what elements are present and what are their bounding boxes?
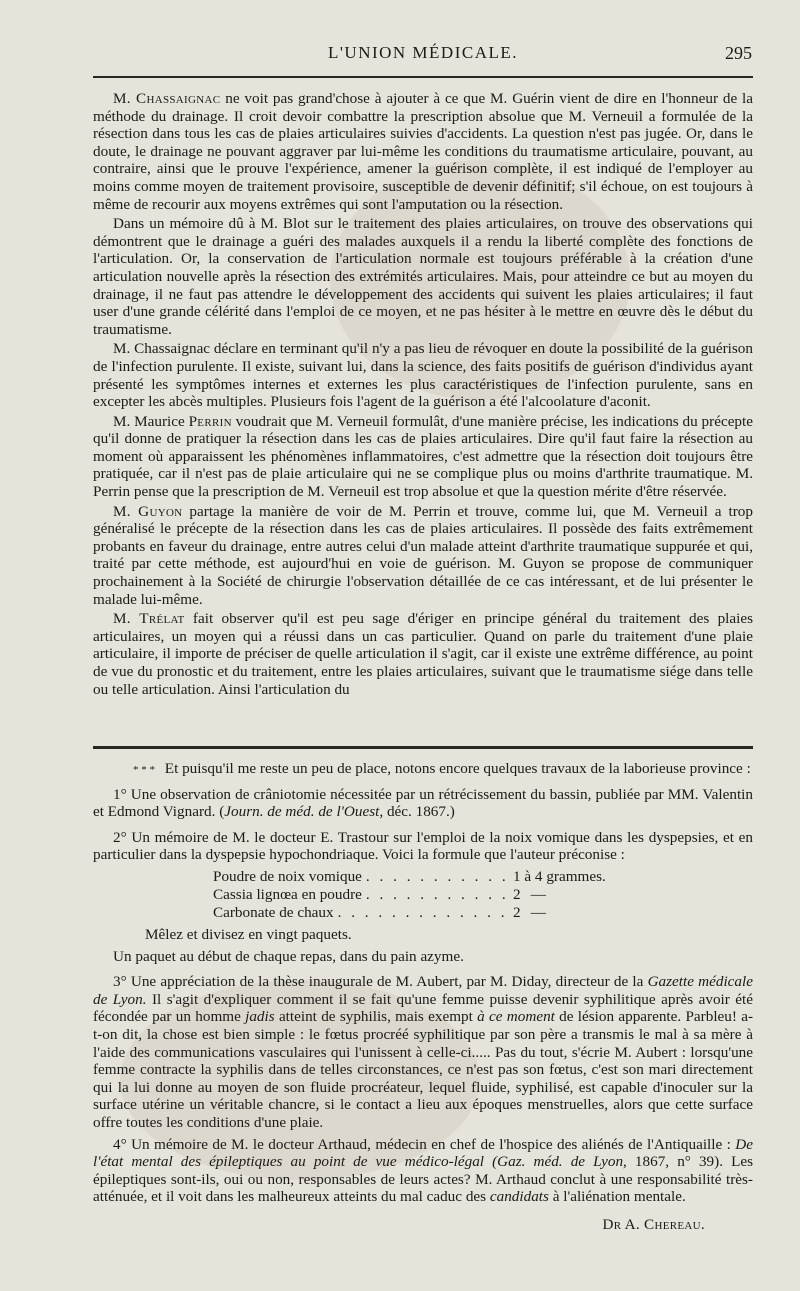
header-rule xyxy=(93,76,753,78)
ingredient-name: Cassia lignœa en poudre xyxy=(213,885,362,903)
author-signature: Dr A. Chereau. xyxy=(602,1215,705,1233)
chronicle-item-4: 4° Un mémoire de M. le docteur Arthaud, médecin en chef de l'hospice des aliénés de l'Antiquaille : De l'état mental des épileptiques au point de vue médico-légal (Gaz. méd. de Lyon, 1867, n° 39). Les épileptiques sont-ils, oui ou non, responsables de leurs actes? M. Arthaud conclut à une responsabilité très-atténuée, et il voit dans les malheureux atteints du mal caduc des candidats à l'aliénation mentale. xyxy=(93,1135,754,1206)
leader-dots xyxy=(338,904,509,922)
running-title: L'UNION MÉDICALE. xyxy=(327,43,519,62)
chronicle-item-3: 3° Une appréciation de la thèse inaugurale de M. Aubert, par M. Diday, directeur de la Gazette médicale de Lyon. Il s'agit d'expliquer comment il se fait qu'une femme puisse devenir syphilitique après avoir été fécondée par un homme jadis atteint de syphilis, mais exempt à ce moment de lésion apparente. Parbleu! a-t-on dit, la chose est bien simple : le fœtus procréé syphilitique par son père a transmis le mal à sa mère à l'aide des communications vasculaires qui l'unissent à celle-ci..... Pas du tout, s'écrie M. Aubert : lorsqu'une femme contracte la syphilis dans de telles circonstances, ce n'est pas son fœtus, c'est son mari directement qui la lui donne au moyen de son fluide procréateur, lequel fluide, syphilisé, est capable d'inoculer sur la surface utérine un véritable chancre, si le contact a lieu aux époques menstruelles, alors que cette surface offre toutes les conditions d'une plaie. xyxy=(93,973,754,1131)
paragraph-trelat: M. Trélat fait observer qu'il est peu sage d'ériger en principe général du traitement des plaies articulaires, un moyen qui a réussi dans un cas particulier. Quand on parle du traitement d'une plaie articulaire, il importe de préciser de quelle articulation il s'agit, car il existe une extrême différence, au point de vue du pronostic et du traitement, entre les plaies articulaires, suivant que le traumatisme siége dans telle ou telle articulation. Ainsi l'articulation du xyxy=(93,610,753,698)
ingredient-quantity: 2 — xyxy=(513,903,546,921)
chronicle-item-1: 1° Une observation de crâniotomie nécessitée par un rétrécissement du bassin, publiée par MM. Valentin et Edmond Vignard. (Journ. de méd. de l'Ouest, déc. 1867.) xyxy=(93,785,753,821)
paragraph-guyon: M. Guyon partage la manière de voir de M. Perrin et trouve, comme lui, que M. Verneuil a trop généralisé le précepte de la résection dans les cas de plaies articulaires. Il possède des faits extrêmement probants en faveur du drainage, entre autres celui d'un malade atteint d'arthrite traumatique suppurée et qui, traité par cette méthode, est aujourd'hui en voie de guérison. M. Guyon se propose de communiquer prochainement à la Société de chirurgie l'observation détaillée de ce cas intéressant, et de lui présenter le malade lui-même. xyxy=(93,502,753,608)
ingredient-name: Poudre de noix vomique xyxy=(213,867,362,885)
paragraph-chassaignac: M. Chassaignac ne voit pas grand'chose à ajouter à ce que M. Guérin vient de dire en l'honneur de la méthode du drainage. Il croit devoir combattre la prescription absolue que M. Verneuil a formulée de la résection dans tous les cas de plaies articulaires suivies d'accidents. La question n'est pas jugée. Or, dans le doute, le drainage ne pouvant aggraver par lui-même les conditions du traumatisme articulaire, pouvant, au contraire, ainsi que le prouve l'expérience, amener la guérison complète, il est indiqué de l'employer au moins comme moyen de traitement provisoire, susceptible de devenir définitif; s'il échoue, on est toujours à même de recourir aux moyens extrêmes qui sont l'amputation ou la résection. xyxy=(93,90,753,213)
formula-row xyxy=(213,904,633,922)
formula-row xyxy=(213,886,633,904)
ingredient-name: Carbonate de chaux xyxy=(213,903,334,921)
formula-instruction: Un paquet au début de chaque repas, dans du pain azyme. xyxy=(113,947,464,965)
paragraph-infection: M. Chassaignac déclare en terminant qu'il n'y a pas lieu de révoquer en doute la possibilité de la guérison de l'infection purulente. Il existe, suivant lui, dans la science, des faits positifs de guérison d'individus ayant présenté les symptômes internes et externes les plus caractéristiques de l'infection purulente, sans en excepter les abcès multiples. Plusieurs fois l'agent de la guérison a été l'alcoolature d'aconit. xyxy=(93,340,753,411)
page-header xyxy=(88,40,758,70)
ingredient-quantity: 2 — xyxy=(513,885,546,903)
speaker-name: Perrin xyxy=(188,412,232,430)
formula-instruction: Mêlez et divisez en vingt paquets. xyxy=(145,925,352,943)
formula-row xyxy=(213,868,633,886)
speaker-name: M. Chassaignac xyxy=(113,90,221,107)
section-divider xyxy=(93,746,753,749)
paragraph-blot: Dans un mémoire dû à M. Blot sur le traitement des plaies articulaires, on trouve des observations qui démontrent que le drainage a guéri des malades auxquels il a rendu la liberté complète des fonctions de l'articulation. Or, la conservation de l'articulation normale est toujours préférable à la création d'une articulation nouvelle après la résection des extrémités articulaires. Mais, pour atteindre ce but au moyen du drainage, il ne faut pas attendre le développement des accidents qui suivent les plaies articulaires; il faut user d'une grande célérité dans l'emploi de ce moyen, et ne pas hésiter à le mettre en œuvre dès le début du traumatisme. xyxy=(93,215,753,338)
leader-dots xyxy=(366,886,509,904)
asterism: * * * xyxy=(133,763,155,776)
chronicle-item-2: 2° Un mémoire de M. le docteur E. Trastour sur l'emploi de la noix vomique dans les dyspepsies, et en particulier dans la dyspepsie hypochondriaque. Voici la formule que l'auteur préconise : xyxy=(93,828,753,864)
leader-dots xyxy=(366,868,509,886)
formula-table xyxy=(213,868,633,922)
page-number: 295 xyxy=(725,43,752,63)
speaker-name: M. Guyon xyxy=(113,502,183,520)
ingredient-quantity: 1 à 4 grammes. xyxy=(513,867,606,885)
paragraph-perrin: M. Maurice Perrin voudrait que M. Verneuil formulât, d'une manière précise, les indications du précepte qu'il donne de pratiquer la résection dans les cas de plaies articulaires. Dire qu'il faut faire la résection au moment où apparaissent les phénomènes inflammatoires, c'est admettre que la résection doit toujours être pratiquée, car il n'est pas de plaie articulaire qui ne se complique plus ou moins d'arthrite traumatique. M. Perrin pense que la prescription de M. Verneuil est trop absolue et que la question mérite d'être réservée. xyxy=(93,412,753,501)
speaker-name: M. Trélat xyxy=(113,610,185,628)
provincial-chronicle xyxy=(93,760,753,1233)
society-proceedings xyxy=(93,90,753,698)
chronicle-intro: * * * Et puisqu'il me reste un peu de place, notons encore quelques travaux de la laborieuse province : xyxy=(93,760,753,778)
